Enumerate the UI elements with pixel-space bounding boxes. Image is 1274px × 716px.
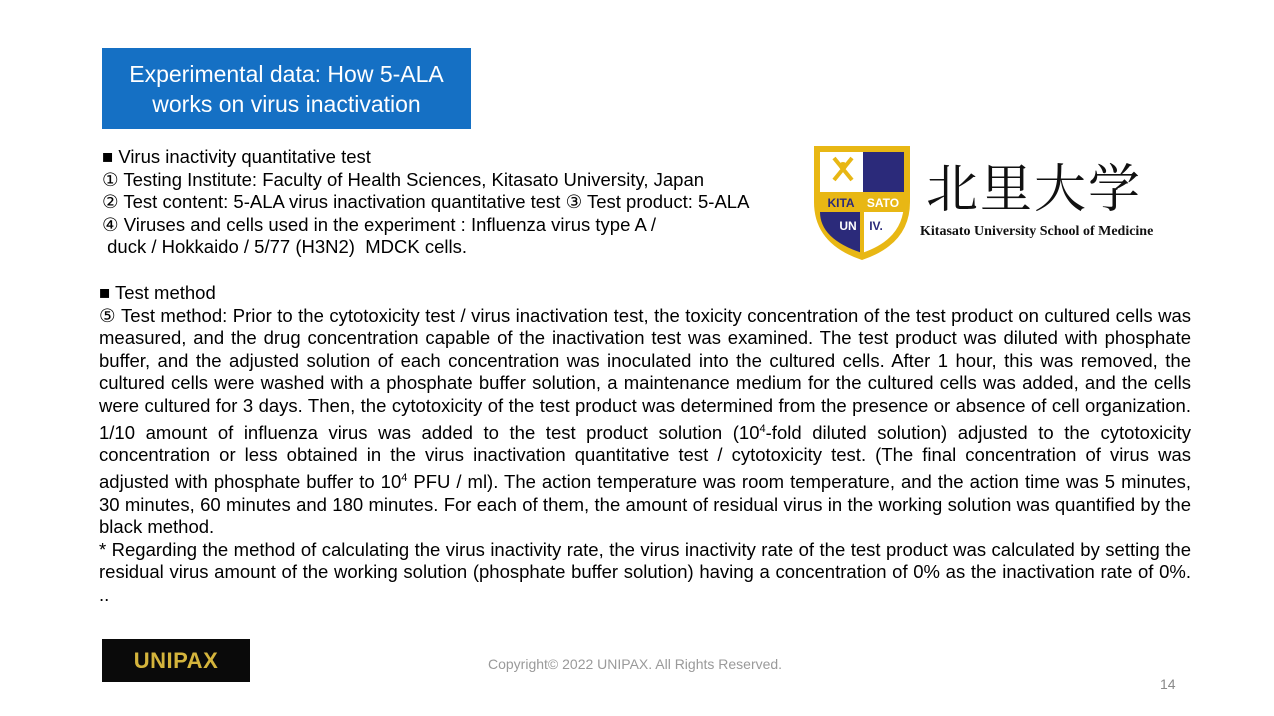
intro-line-institute: ① Testing Institute: Faculty of Health Sciences, Kitasato University, Japan xyxy=(102,168,705,190)
test-method-section xyxy=(99,282,1191,607)
slide-title-line2: works on virus inactivation xyxy=(152,90,421,117)
shield-text-tl: KITA xyxy=(827,196,855,210)
method-superscript-2: 4 xyxy=(401,471,408,484)
intro-heading: ■ Virus inactivity quantitative test xyxy=(102,146,371,167)
shield-text-tr: SATO xyxy=(866,196,900,210)
university-shield-icon xyxy=(808,140,916,264)
intro-line-strain: duck / Hokkaido / 5/77 (H3N2) MDCK cells. xyxy=(102,236,467,258)
method-note: * Regarding the method of calculating the virus inactivity rate, the virus inactivity rate of the test product was calculated by setting the residual virus amount of the working solution (phosphate buffer solution) having a concentration of 0% as the inactivation rate of 0%. .. xyxy=(99,538,1191,606)
method-heading: ■ Test method xyxy=(99,282,216,303)
intro-line-content: ② Test content: 5-ALA virus inactivation quantitative test ③ Test product: 5-ALA xyxy=(102,191,750,213)
intro-section xyxy=(102,146,822,259)
shield-text-br: IV. xyxy=(869,219,883,233)
logo-english-name: Kitasato University School of Medicine xyxy=(920,224,1154,239)
kitasato-logo xyxy=(808,140,1188,264)
copyright-notice: Copyright© 2022 UNIPAX. All Rights Reserved. xyxy=(488,656,783,672)
method-text-part3: PFU / ml). The action temperature was room temperature, and the action time was 5 minutes, 30 minutes, 60 minutes and 180 minutes. For each of them, the amount of residual virus in the working solution was quantified by the black method. xyxy=(99,471,1192,538)
method-text-part2: -fold diluted solution) adjusted to the cytotoxicity concentration or less obtained in the virus inactivation quantitative test / cytotoxicity test. (The final concentration of virus was adjusted with phosphate buffer to 10 xyxy=(99,421,1191,493)
slide-title-line1: Experimental data: How 5-ALA xyxy=(129,60,444,87)
slide-title-box xyxy=(102,48,471,129)
method-text-part1: ⑤ Test method: Prior to the cytotoxicity test / virus inactivation test, the toxicity concentration of the test product on cultured cells was measured, and the drug concentration capable of the inactivation test was examined. The test product was diluted with phosphate buffer, and the adjusted solution of each concentration was inoculated into the cultured cells. After 1 hour, this was removed, the cultured cells were washed with a phosphate buffer solution, a maintenance medium for the cultured cells was added, and the cells were cultured for 3 days. Then, the cytotoxicity of the test product was determined from the presence or absence of cell organization. 1/10 amount of influenza virus was added to the test product solution (10 xyxy=(99,304,1191,443)
unipax-logo: UNIPAX xyxy=(102,639,250,682)
method-superscript-1: 4 xyxy=(759,422,766,435)
shield-text-bl: UN xyxy=(839,219,857,233)
logo-japanese-name: 北里大学 xyxy=(926,160,1143,220)
page-number: 14 xyxy=(1160,676,1176,692)
method-paragraph xyxy=(99,305,1191,539)
intro-line-viruses: ④ Viruses and cells used in the experiment : Influenza virus type A / xyxy=(102,213,657,235)
